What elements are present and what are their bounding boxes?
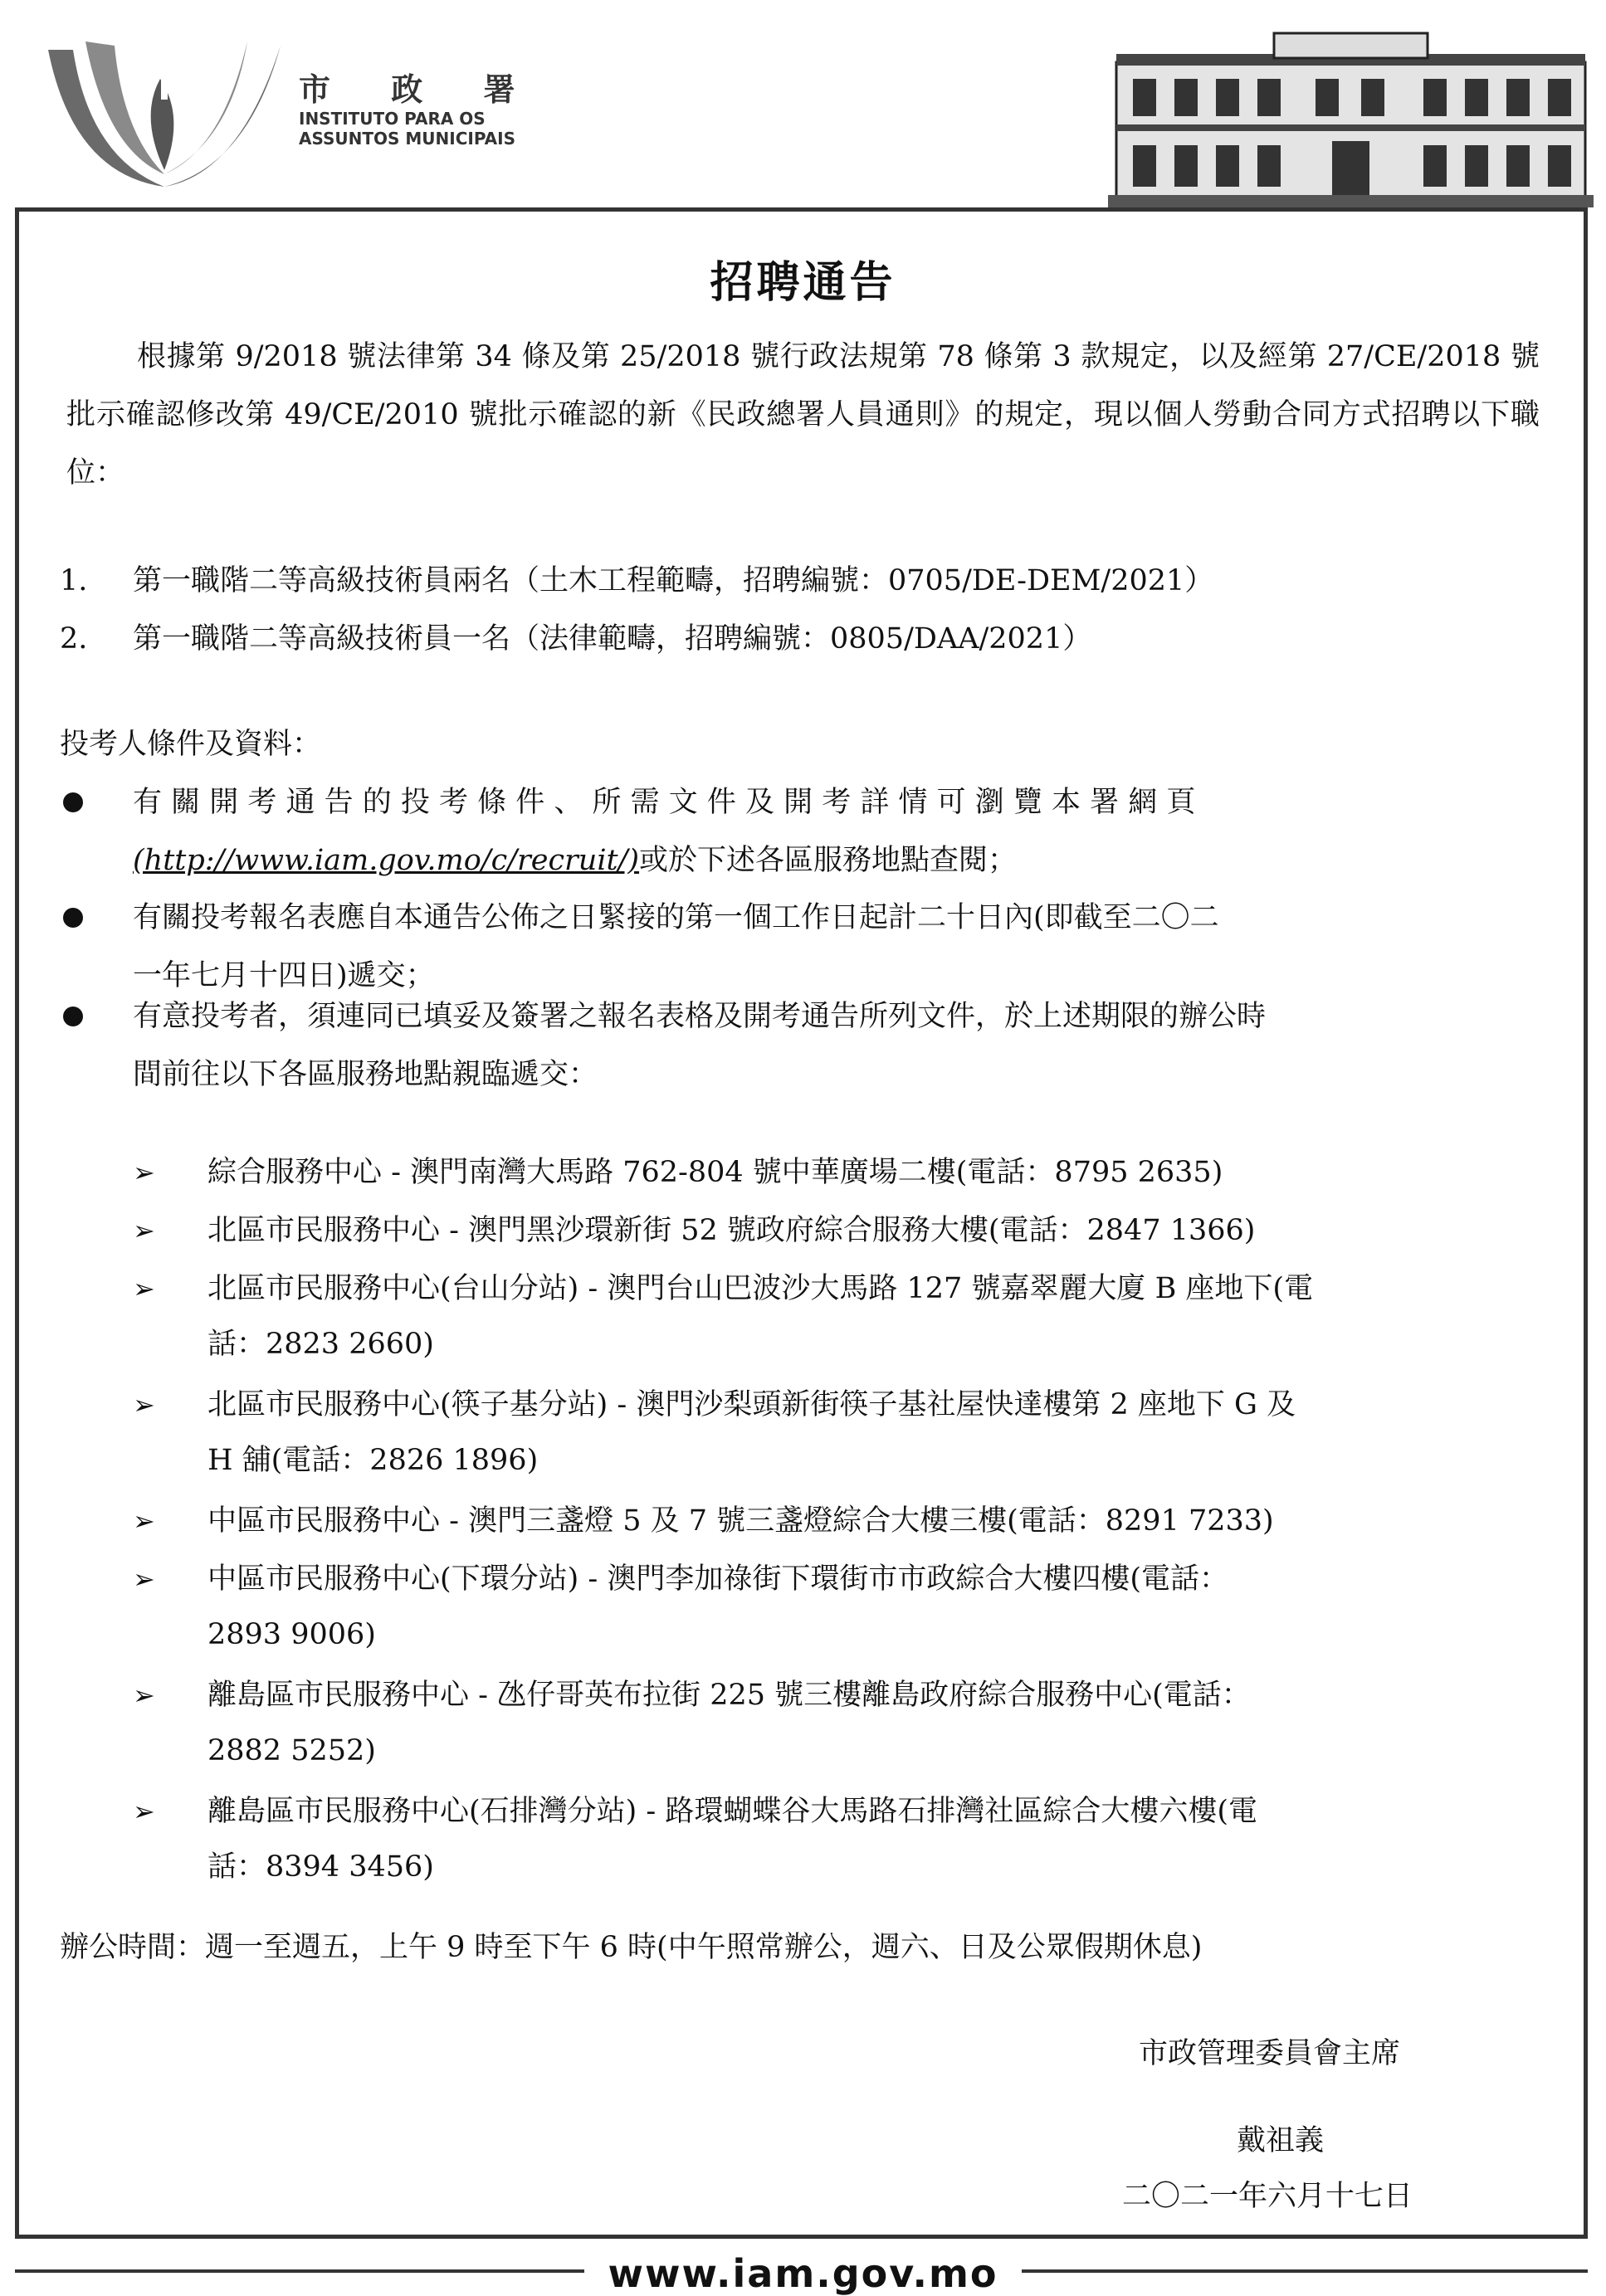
location-5: 中區市民服務中心 - 澳門三盞燈 5 及 7 號三盞燈綜合大樓三樓(電話：8291 7233): [207, 1504, 1274, 1538]
bullet-3-dot: [63, 1007, 83, 1026]
position-1-text: 第一職階二等高級技術員兩名（土木工程範疇，招聘編號：0705/DE-DEM/2021）: [133, 564, 1214, 597]
bullet-2-line1: 有關投考報名表應自本通告公佈之日緊接的第一個工作日起計二十日內(即截至二〇二: [133, 901, 1219, 934]
location-8-line1: 離島區市民服務中心(石排灣分站) - 路環蝴蝶谷大馬路石排灣社區綜合大樓六樓(電: [207, 1795, 1258, 1828]
location-4-line2: H 舖(電話：2826 1896): [207, 1444, 539, 1477]
bullet-3-line1: 有意投考者，須連同已填妥及簽署之報名表格及開考通告所列文件，於上述期限的辦公時: [133, 1000, 1267, 1033]
recruit-link[interactable]: (http://www.iam.gov.mo/c/recruit/): [133, 844, 640, 877]
location-8-arrow-icon: ➢: [133, 1796, 155, 1827]
location-3-line1: 北區市民服務中心(台山分站) - 澳門台山巴波沙大馬路 127 號嘉翠麗大廈 B 座地下(電: [207, 1272, 1314, 1305]
conditions-heading: 投考人條件及資料：: [60, 728, 322, 761]
bullet-1-dot: [63, 792, 83, 812]
logo-pt-line1: INSTITUTO PARA OS: [299, 109, 486, 129]
intro-paragraph: 根據第 9/2018 號法律第 34 條及第 25/2018 號行政法規第 78 條第 3 款規定，以及經第 27/CE/2018 號批示確認修改第 49/CE/2010 號批示確認的新《民政總署人員通則》的規定，現以個人勞動合同方式招聘以下職位：: [66, 340, 1540, 490]
position-2-text: 第一職階二等高級技術員一名（法律範疇，招聘編號：0805/DAA/2021）: [133, 622, 1092, 656]
bullet-2-line2: 一年七月十四日)遞交；: [133, 959, 435, 992]
location-7-line2: 2882 5252): [207, 1734, 376, 1767]
location-5-arrow-icon: ➢: [133, 1505, 155, 1537]
location-4-arrow-icon: ➢: [133, 1389, 155, 1421]
bullet-3-line2: 間前往以下各區服務地點親臨遞交：: [133, 1058, 598, 1091]
footer-website[interactable]: [0, 2251, 1606, 2296]
office-hours: 辦公時間：週一至週五，上午 9 時至下午 6 時(中午照常辦公，週六、日及公眾假期休息): [60, 1931, 1203, 1964]
bullet-1-line1: 有 關 開 考 通 告 的 投 考 條 件 、 所 需 文 件 及 開 考 詳 情 可 瀏 覽 本 署 網 頁: [133, 786, 1196, 819]
signature-role: 市政管理委員會主席: [1139, 2037, 1401, 2070]
location-1-arrow-icon: ➢: [133, 1157, 155, 1188]
location-1: 綜合服務中心 - 澳門南灣大馬路 762-804 號中華廣場二樓(電話：8795 2635): [207, 1156, 1223, 1189]
location-3-arrow-icon: ➢: [133, 1273, 155, 1304]
iam-logo-icon: [40, 33, 289, 199]
location-6-arrow-icon: ➢: [133, 1563, 155, 1595]
logo-zh: 市 政 署: [299, 71, 540, 108]
bullet-1-line2: [133, 831, 1017, 890]
bullet-2-dot: [63, 908, 83, 928]
signature-date: 二〇二一年六月十七日: [1122, 2180, 1413, 2213]
location-7-line1: 離島區市民服務中心 - 氹仔哥英布拉街 225 號三樓離島政府綜合服務中心(電話：: [207, 1679, 1251, 1712]
building-illustration: [1108, 21, 1594, 207]
location-6-line2: 2893 9006): [207, 1618, 376, 1651]
bullet-1-rest: 或於下述各區服務地點查閱；: [639, 844, 1018, 877]
location-7-arrow-icon: ➢: [133, 1679, 155, 1711]
location-6-line1: 中區市民服務中心(下環分站) - 澳門李加祿街下環街市市政綜合大樓四樓(電話：: [207, 1562, 1229, 1596]
signature-name: 戴祖義: [1237, 2124, 1325, 2157]
header: [0, 0, 1606, 207]
logo-text: [299, 71, 539, 149]
position-2-number: 2.: [60, 622, 88, 656]
logo-pt-line2: ASSUNTOS MUNICIPAIS: [299, 129, 515, 149]
location-2-arrow-icon: ➢: [133, 1215, 155, 1246]
footer-website-text[interactable]: www.iam.gov.mo: [584, 2251, 1021, 2296]
notice-title: 招聘通告: [710, 258, 896, 308]
location-8-line2: 話：8394 3456): [207, 1850, 434, 1884]
location-3-line2: 話：2823 2660): [207, 1328, 434, 1361]
position-1-number: 1.: [60, 564, 88, 597]
location-2: 北區市民服務中心 - 澳門黑沙環新街 52 號政府綜合服務大樓(電話：2847 1366): [207, 1214, 1256, 1247]
location-4-line1: 北區市民服務中心(筷子基分站) - 澳門沙梨頭新街筷子基社屋快達樓第 2 座地下 G 及: [207, 1388, 1296, 1421]
